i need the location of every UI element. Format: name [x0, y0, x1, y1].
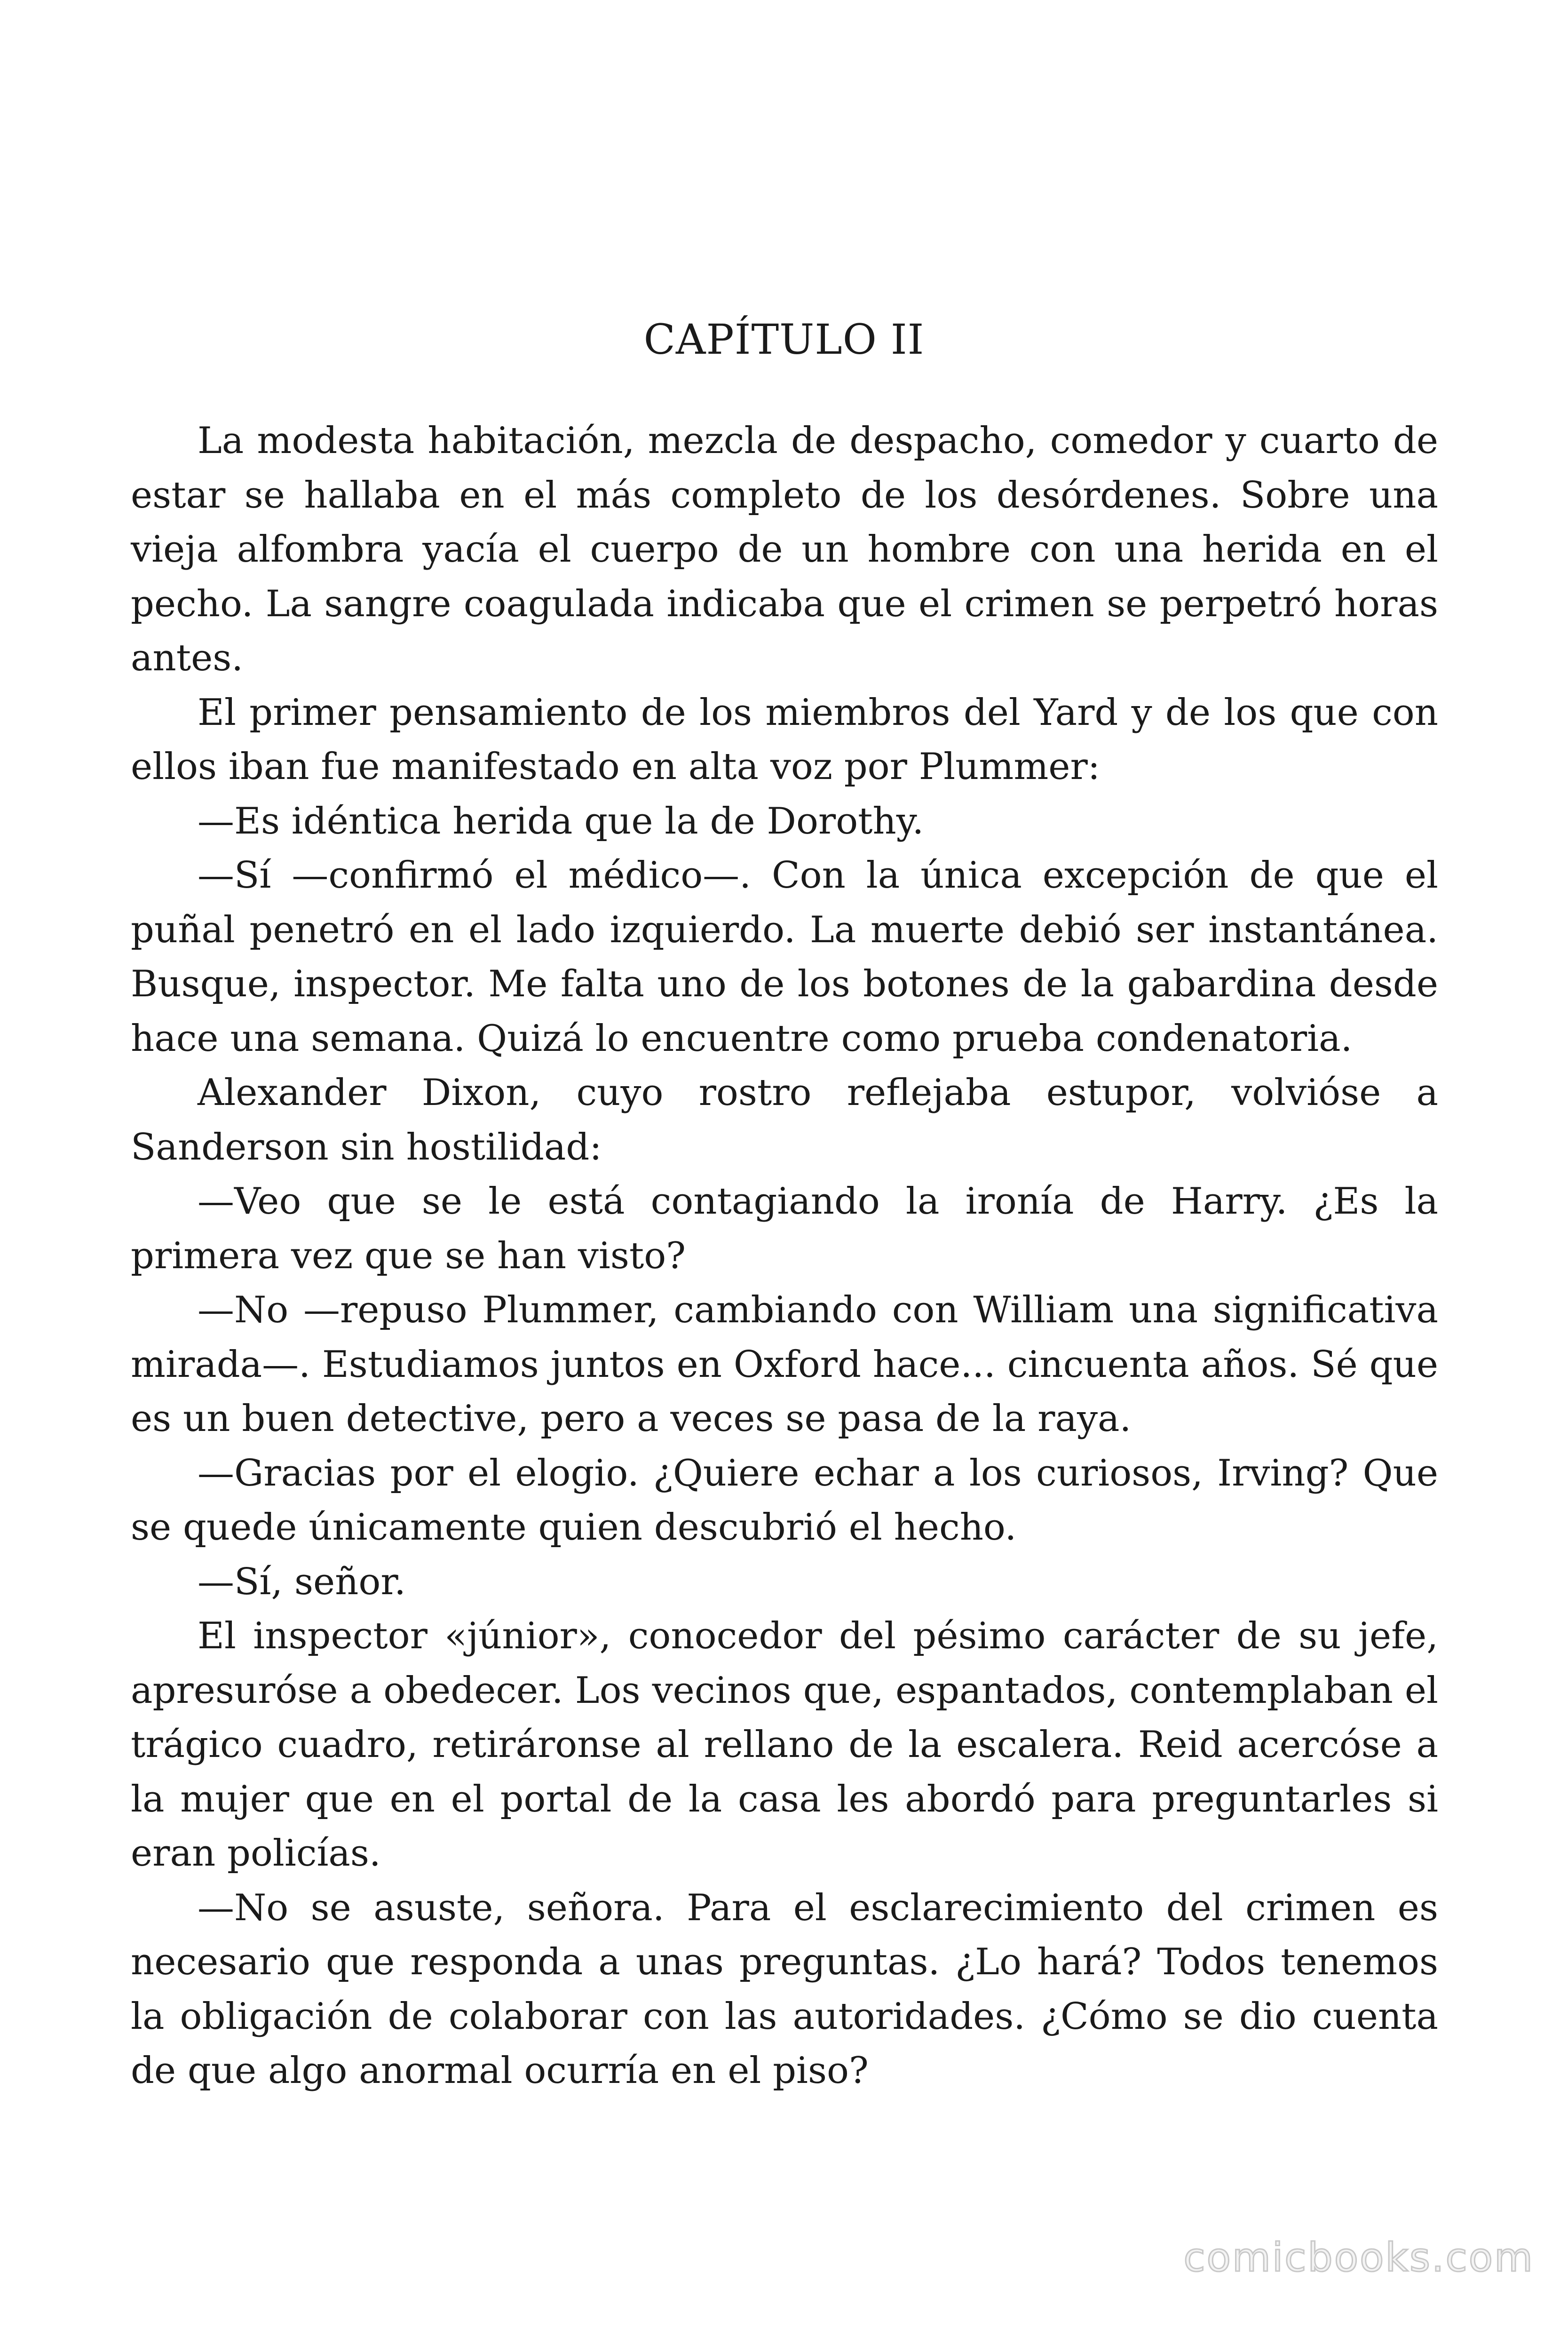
chapter-body — [131, 414, 1438, 2098]
chapter-title: CAPÍTULO II — [643, 315, 925, 364]
paragraph: El primer pensamiento de los miembros del Yard y de los que con ellos iban fue manifestado en alta voz por Plummer: — [131, 691, 1438, 788]
dialogue-line: —No —repuso Plummer, cambiando con William una significativa mirada—. Estudiamos juntos en Oxford hace... cincuenta años. Sé que es un buen detective, pero a veces se pasa de la raya. — [131, 1289, 1438, 1440]
dialogue-line: —Sí, señor. — [198, 1560, 406, 1603]
dialogue-line: —Sí —confirmó el médico—. Con la única excepción de que el puñal penetró en el lado izquierdo. La muerte debió ser instantánea. Busque, inspector. Me falta uno de los botones de la gabardina desde hace una semana. Quizá lo encuentre como prueba condenatoria. — [131, 854, 1438, 1060]
dialogue-line: —Veo que se le está contagiando la ironía de Harry. ¿Es la primera vez que se han visto? — [131, 1180, 1438, 1277]
dialogue-line: —Es idéntica herida que la de Dorothy. — [198, 800, 924, 842]
paragraph: Alexander Dixon, cuyo rostro reflejaba estupor, volvióse a Sanderson sin hostilidad: — [131, 1072, 1438, 1168]
site-watermark: comicbooks.com — [1183, 2234, 1534, 2280]
dialogue-line: —No se asuste, señora. Para el esclarecimiento del crimen es necesario que responda a unas preguntas. ¿Lo hará? Todos tenemos la obligación de colaborar con las autoridades. ¿Cómo se dio cuenta de que algo anormal ocurría en el piso? — [131, 1886, 1438, 2092]
dialogue-line: —Gracias por el elogio. ¿Quiere echar a los curiosos, Irving? Que se quede únicamente quien descubrió el hecho. — [131, 1452, 1438, 1549]
paragraph: El inspector «júnior», conocedor del pésimo carácter de su jefe, apresuróse a obedecer. Los vecinos que, espantados, contemplaban el trágico cuadro, retiráronse al rellano de la escalera. Reid acercóse a la mujer que en el portal de la casa les abordó para preguntarles si eran policías. — [131, 1615, 1438, 1875]
paragraph: La modesta habitación, mezcla de despacho, comedor y cuarto de estar se hallaba en el más completo de los desórdenes. Sobre una vieja alfombra yacía el cuerpo de un hombre con una herida en el pecho. La sangre coagulada indicaba que el crimen se perpetró horas antes. — [131, 420, 1438, 679]
